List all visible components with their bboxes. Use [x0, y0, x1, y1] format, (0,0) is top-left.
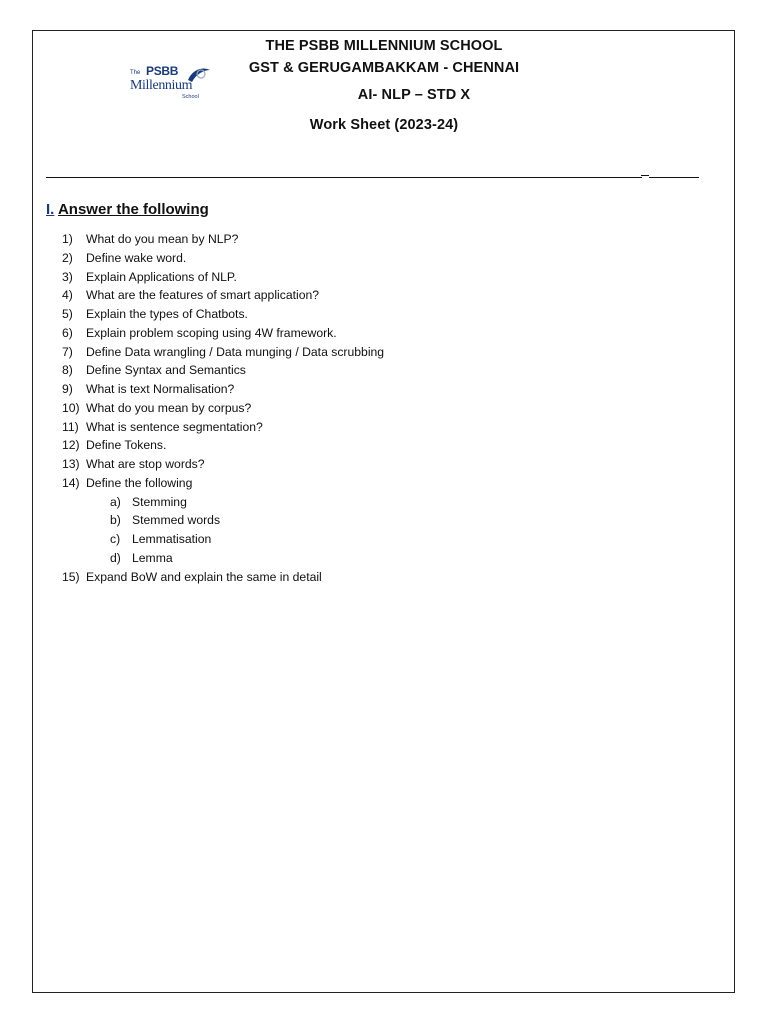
- question-text: What are the features of smart application?: [86, 288, 320, 303]
- question-number: 6): [62, 325, 73, 340]
- logo-school: School: [182, 94, 199, 100]
- question-number: 7): [62, 344, 73, 359]
- question-text: Define wake word.: [86, 250, 187, 265]
- question-item: [62, 286, 384, 305]
- question-item: [62, 418, 384, 437]
- question-text: Expand BoW and explain the same in detail: [86, 569, 322, 584]
- sub-item-letter: b): [110, 513, 121, 528]
- question-text: Define the following: [86, 475, 193, 490]
- sub-item-letter: d): [110, 550, 121, 565]
- question-number: 14): [62, 475, 80, 490]
- question-number: 15): [62, 569, 80, 584]
- question-item: [62, 474, 384, 493]
- question-text: What do you mean by corpus?: [86, 400, 252, 415]
- question-list: [62, 230, 384, 586]
- school-location: GST & GERUGAMBAKKAM - CHENNAI: [248, 60, 520, 76]
- sub-item-letter: a): [110, 494, 121, 509]
- question-number: 3): [62, 269, 73, 284]
- question-text: Explain problem scoping using 4W framework.: [86, 325, 337, 340]
- header-divider-tick: [641, 175, 649, 176]
- question-item: [62, 399, 384, 418]
- section-heading: [46, 201, 209, 218]
- sub-item-text: Stemmed words: [132, 513, 221, 528]
- logo-the: The: [130, 70, 141, 76]
- question-text: What do you mean by NLP?: [86, 232, 239, 246]
- section-title: Answer the following: [57, 201, 209, 218]
- question-number: 2): [62, 250, 73, 265]
- question-item: [62, 380, 384, 399]
- logo-psbb: PSBB: [146, 64, 179, 78]
- question-item: [62, 305, 384, 324]
- question-text: Explain the types of Chatbots.: [86, 307, 248, 321]
- question-item: [62, 455, 384, 474]
- sub-item-letter: c): [110, 532, 121, 546]
- logo-millennium: Millennium: [130, 78, 193, 93]
- question-number: 10): [62, 400, 80, 415]
- header-divider: [46, 177, 642, 178]
- question-item: [62, 568, 384, 587]
- question-item: [62, 230, 384, 249]
- question-number: 8): [62, 363, 73, 378]
- school-logo: [126, 58, 218, 102]
- question-number: 5): [62, 307, 73, 321]
- section-number: I.: [46, 201, 55, 218]
- header-divider-end: [649, 177, 699, 178]
- question-item: [62, 436, 384, 455]
- sub-item-text: Lemma: [132, 550, 173, 565]
- question-number: 4): [62, 288, 73, 303]
- sub-item: [62, 549, 384, 568]
- subject-title: AI- NLP – STD X: [357, 87, 471, 103]
- question-text: What is text Normalisation?: [86, 382, 235, 396]
- question-number: 13): [62, 457, 80, 471]
- question-text: What is sentence segmentation?: [86, 419, 263, 434]
- question-number: 9): [62, 382, 73, 396]
- question-number: 1): [62, 232, 73, 246]
- question-text: What are stop words?: [86, 457, 205, 471]
- school-name: THE PSBB MILLENNIUM SCHOOL: [265, 38, 503, 54]
- question-item: [62, 343, 384, 362]
- sub-item: [62, 511, 384, 530]
- question-item: [62, 324, 384, 343]
- question-text: Explain Applications of NLP.: [86, 269, 237, 284]
- question-text: Define Syntax and Semantics: [86, 363, 246, 378]
- question-number: 12): [62, 438, 80, 453]
- sub-item: [62, 530, 384, 549]
- sub-item-text: Lemmatisation: [132, 532, 212, 546]
- worksheet-title: Work Sheet (2023-24): [309, 117, 459, 133]
- question-item: [62, 249, 384, 268]
- question-text: Define Data wrangling / Data munging / Data scrubbing: [86, 344, 385, 359]
- question-number: 11): [62, 419, 79, 434]
- question-text: Define Tokens.: [86, 438, 167, 453]
- question-item: [62, 361, 384, 380]
- sub-item: [62, 493, 384, 512]
- question-item: [62, 268, 384, 287]
- sub-item-text: Stemming: [132, 494, 187, 509]
